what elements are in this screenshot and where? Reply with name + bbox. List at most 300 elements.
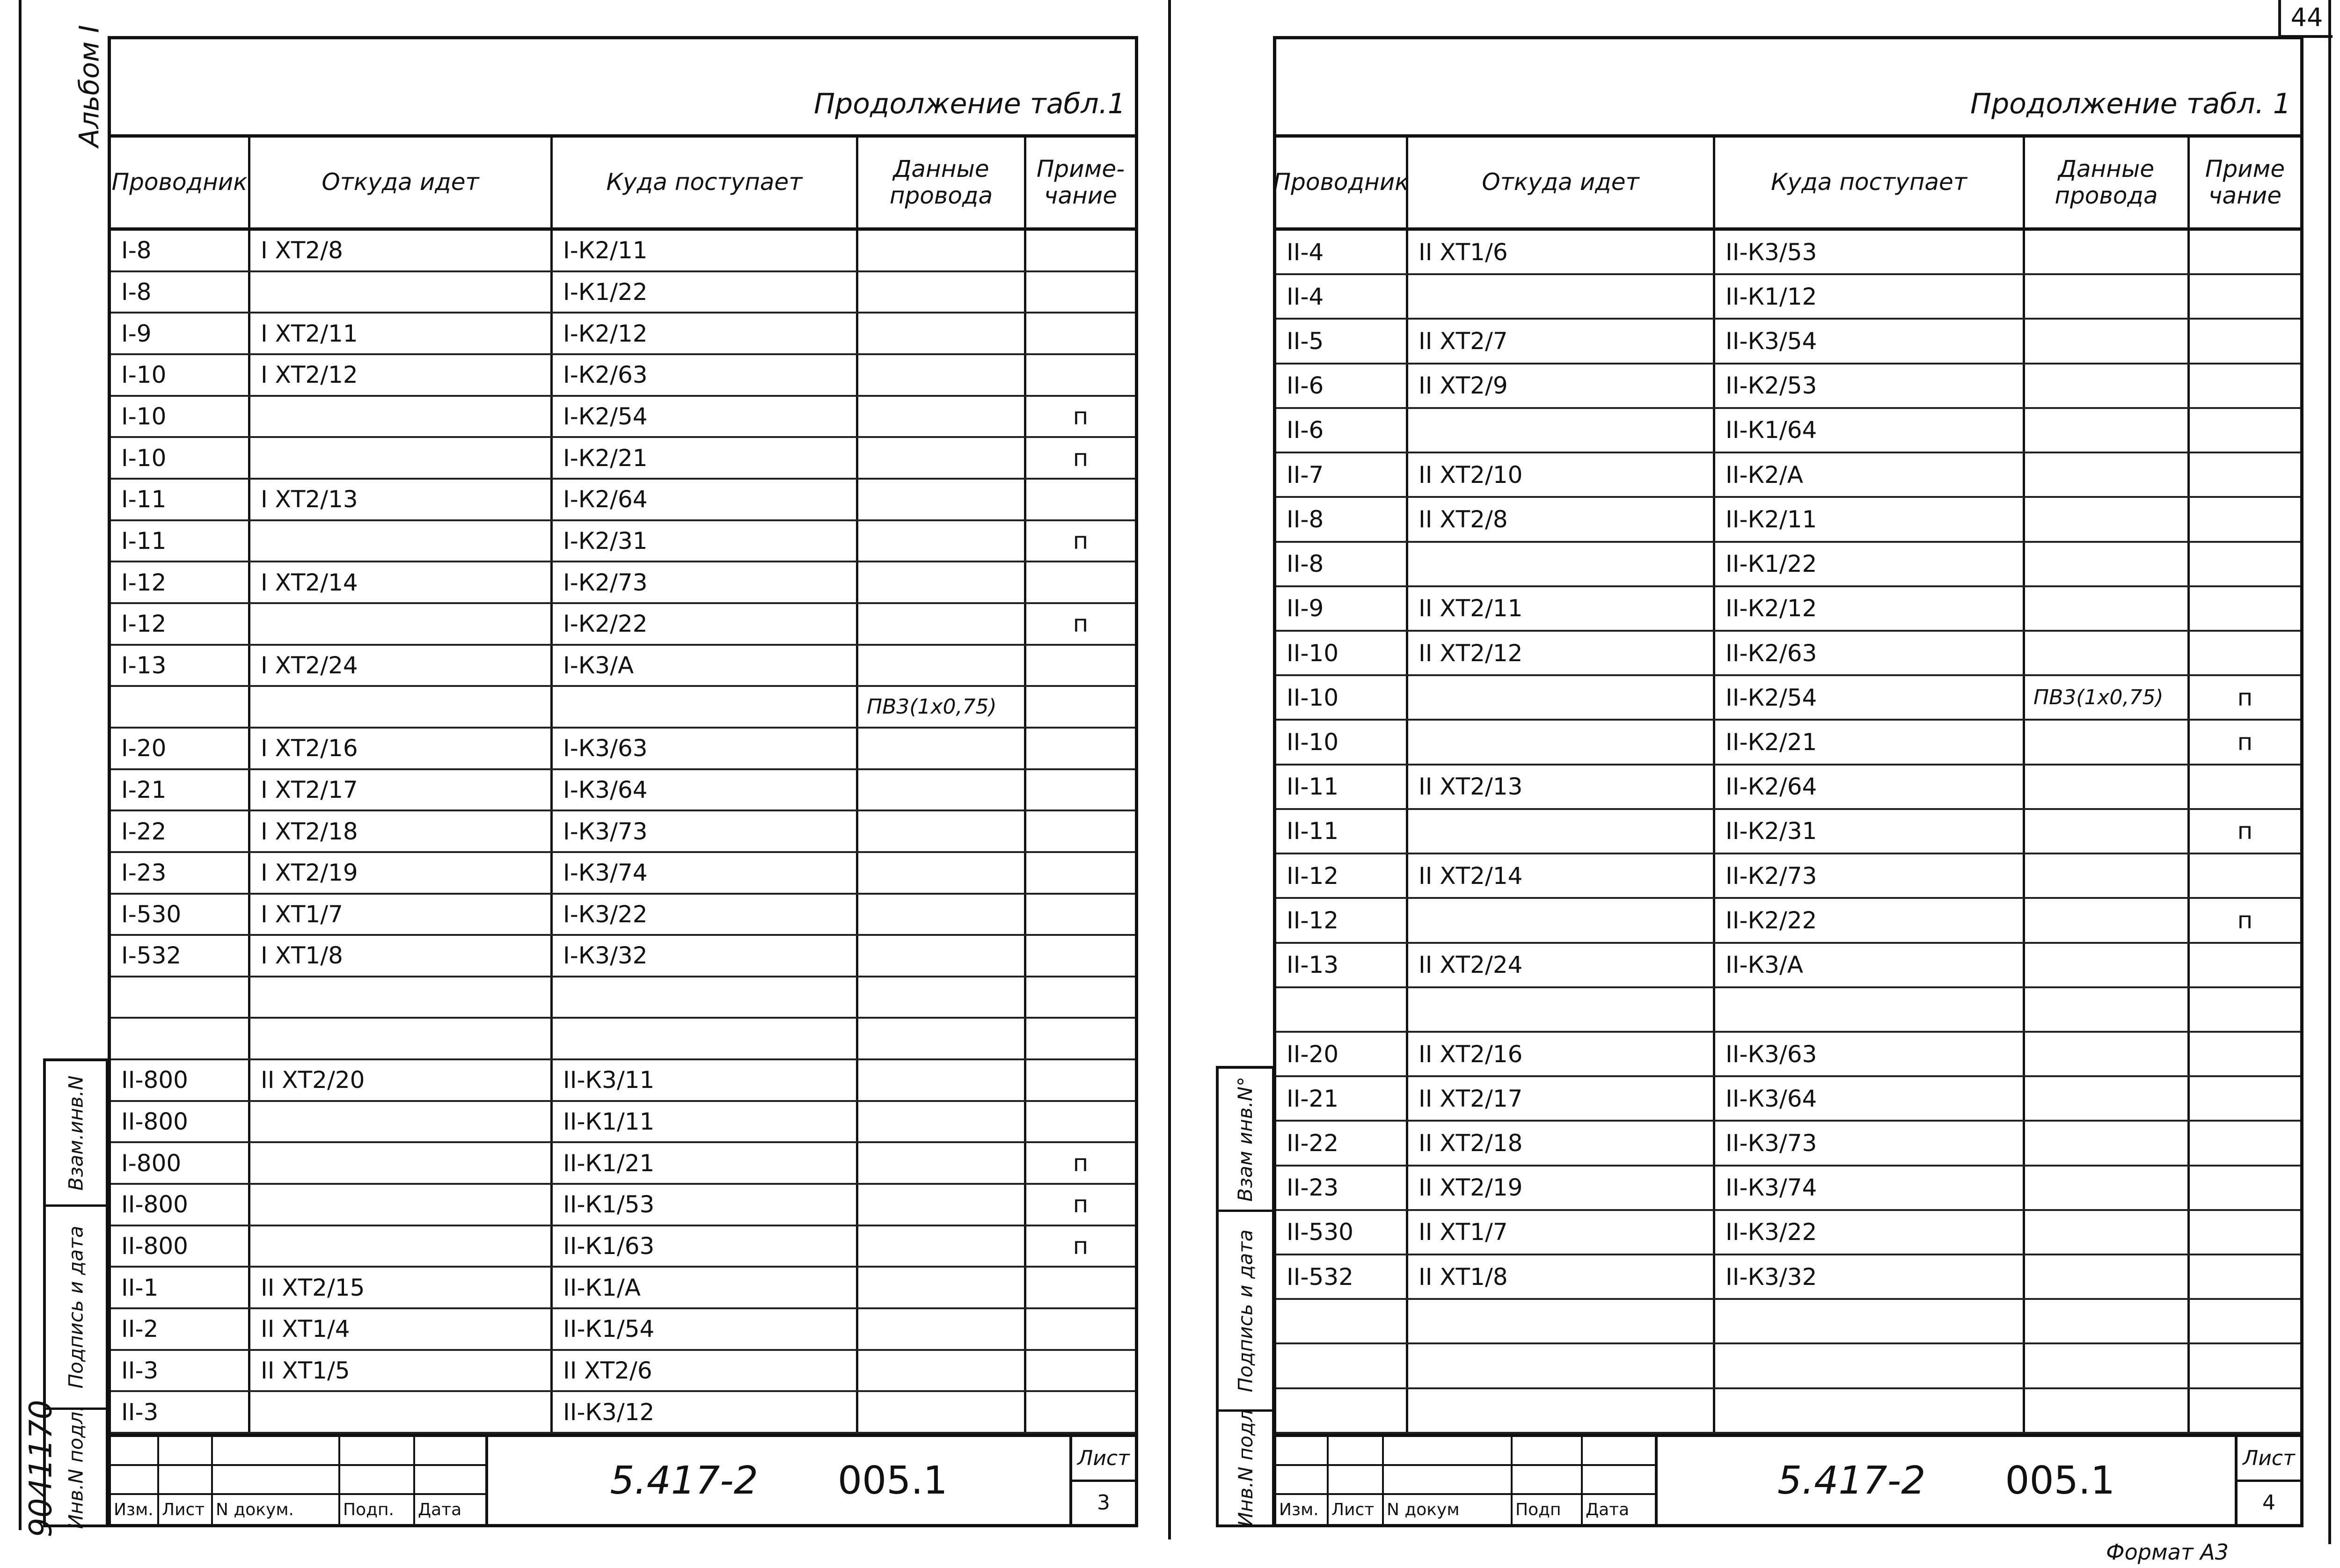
- conductor-cell: [111, 687, 250, 727]
- to-cell: [1715, 1300, 2025, 1342]
- from-cell: II ХТ1/5: [250, 1351, 553, 1391]
- to-cell: II-К3/32: [1715, 1255, 2025, 1298]
- to-cell: II-К2/64: [1715, 766, 2025, 808]
- note-cell: [1026, 480, 1135, 519]
- from-cell: [1408, 676, 1715, 719]
- note-cell: п: [1073, 1191, 1089, 1218]
- revision-cell: [1513, 1437, 1583, 1466]
- wire-data-cell: [858, 314, 1026, 353]
- signature-label: Подп: [1513, 1495, 1583, 1524]
- conductor-cell: I-11: [111, 521, 250, 561]
- conductor-cell: II-800: [111, 1102, 250, 1142]
- title-block: [1276, 1434, 2300, 1524]
- to-cell: II-К3/А: [1715, 944, 2025, 986]
- to-cell: I-К2/54: [553, 397, 858, 437]
- table-row: [1276, 320, 2300, 364]
- wire-data-cell: [858, 1268, 1026, 1307]
- conductor-cell: II-11: [1276, 810, 1408, 853]
- note-cell: [1026, 1351, 1135, 1391]
- signature-date-label: Подпись и дата: [1234, 1229, 1257, 1393]
- table-header: [111, 138, 1135, 231]
- wire-data-cell: [2025, 1033, 2190, 1075]
- from-cell: I ХТ2/11: [250, 314, 553, 353]
- from-cell: II ХТ2/17: [1408, 1077, 1715, 1120]
- header-from: Откуда идет: [1408, 138, 1715, 227]
- revision-cell: [1329, 1466, 1384, 1495]
- wire-data-cell: [858, 562, 1026, 602]
- wire-data-cell: [2025, 810, 2190, 853]
- revision-cell: [415, 1466, 485, 1495]
- conductor-cell: II-9: [1276, 587, 1408, 630]
- table-row: [111, 977, 1135, 1019]
- table-row: [111, 1102, 1135, 1144]
- revision-cell: [415, 1437, 485, 1466]
- from-cell: I ХТ2/19: [250, 853, 553, 893]
- wire-data-cell: [2025, 587, 2190, 630]
- conductor-cell: II-23: [1276, 1167, 1408, 1209]
- from-cell: [1408, 1389, 1715, 1432]
- note-cell: [2190, 231, 2300, 273]
- wire-data-cell: [2025, 365, 2190, 407]
- from-cell: [1408, 275, 1715, 318]
- table-row: [1276, 766, 2300, 810]
- wire-data-cell: [858, 231, 1026, 270]
- conductor-cell: II-10: [1276, 632, 1408, 674]
- header-to: Куда поступает: [553, 138, 858, 227]
- conductor-cell: I-9: [111, 314, 250, 353]
- table-row: [111, 1060, 1135, 1102]
- note-cell: [1026, 646, 1135, 686]
- date-label: Дата: [1586, 1500, 1630, 1519]
- from-cell: II ХТ2/11: [1408, 587, 1715, 630]
- wire-data-cell: [2025, 988, 2190, 1031]
- table-row: [1276, 1077, 2300, 1122]
- conductor-cell: II-800: [111, 1185, 250, 1225]
- note-cell: п: [2237, 906, 2253, 934]
- from-cell: [1408, 543, 1715, 585]
- note-cell: [2190, 1389, 2300, 1432]
- to-cell: I-К2/21: [553, 438, 858, 478]
- wire-data-cell: [2025, 1122, 2190, 1164]
- to-cell: I-К3/74: [553, 853, 858, 893]
- to-cell: II-К1/53: [553, 1185, 858, 1225]
- table-row: [1276, 543, 2300, 587]
- revision-cell: [213, 1466, 340, 1495]
- table-row: [1276, 899, 2300, 943]
- conductor-cell: [1276, 988, 1408, 1031]
- note-cell: [2190, 766, 2300, 808]
- conductor-cell: I-8: [111, 272, 250, 312]
- conductor-cell: II-6: [1276, 365, 1408, 407]
- from-cell: II ХТ2/15: [250, 1268, 553, 1307]
- conductor-cell: I-10: [111, 438, 250, 478]
- from-cell: II ХТ2/8: [1408, 498, 1715, 540]
- to-cell: [553, 977, 858, 1017]
- header-to: Куда поступает: [1715, 138, 2025, 227]
- table-row: [1276, 1167, 2300, 1211]
- table-row: [111, 231, 1135, 272]
- revision-cell: [1583, 1437, 1655, 1466]
- note-cell: п: [1073, 1233, 1089, 1260]
- to-cell: II-К2/54: [1715, 676, 2025, 719]
- conductor-cell: I-21: [111, 770, 250, 810]
- from-cell: II ХТ2/7: [1408, 320, 1715, 362]
- from-cell: [250, 438, 553, 478]
- table-row: [111, 853, 1135, 895]
- page-number: 44: [2290, 3, 2323, 32]
- inventory-number: 9041170: [22, 1400, 59, 1538]
- wire-data-cell: [858, 272, 1026, 312]
- date-label: Дата: [418, 1500, 462, 1519]
- sheet-number: 3: [1097, 1491, 1110, 1515]
- table-row: [111, 646, 1135, 687]
- header-wire-data: Данные провода: [858, 138, 1026, 227]
- from-cell: [1408, 1344, 1715, 1387]
- continuation-title: Продолжение табл. 1: [1276, 39, 2300, 138]
- right-side-stamp: [1216, 1066, 1275, 1527]
- to-cell: [553, 687, 858, 727]
- revision-cell: [213, 1437, 340, 1466]
- from-cell: II ХТ2/13: [1408, 766, 1715, 808]
- to-cell: II-К1/12: [1715, 275, 2025, 318]
- sheet-number: 4: [2262, 1491, 2275, 1515]
- to-cell: II-К3/73: [1715, 1122, 2025, 1164]
- revision-cell: [111, 1466, 159, 1495]
- doc-code: 5.417-2: [1777, 1458, 1926, 1503]
- note-cell: [2190, 453, 2300, 496]
- note-cell: п: [1073, 610, 1089, 638]
- note-cell: [1026, 1268, 1135, 1307]
- wire-data-cell: [2025, 453, 2190, 496]
- revision-cell: [1384, 1437, 1513, 1466]
- from-cell: I ХТ2/16: [250, 729, 553, 768]
- from-cell: [1408, 810, 1715, 853]
- conductor-cell: II-5: [1276, 320, 1408, 362]
- from-cell: I ХТ2/8: [250, 231, 553, 270]
- table-row: [111, 1143, 1135, 1185]
- wire-data-cell: [2025, 1255, 2190, 1298]
- from-cell: [250, 687, 553, 727]
- wire-data-cell: [858, 1226, 1026, 1266]
- wire-data-cell: [2025, 275, 2190, 318]
- note-cell: [1026, 562, 1135, 602]
- from-cell: I ХТ2/13: [250, 480, 553, 519]
- from-cell: II ХТ1/6: [1408, 231, 1715, 273]
- revision-cell: [1276, 1437, 1329, 1466]
- conductor-cell: II-3: [111, 1351, 250, 1391]
- conductor-cell: I-20: [111, 729, 250, 768]
- table-row: [1276, 498, 2300, 542]
- conductor-cell: I-10: [111, 355, 250, 395]
- table-row: [1276, 632, 2300, 676]
- note-cell: [1026, 272, 1135, 312]
- wire-data-cell: [2025, 231, 2190, 273]
- left-side-stamp: [43, 1058, 109, 1527]
- note-cell: [1026, 729, 1135, 768]
- conductor-cell: I-13: [111, 646, 250, 686]
- to-cell: II-К2/21: [1715, 721, 2025, 763]
- signature-label: Подп.: [340, 1495, 415, 1524]
- from-cell: I ХТ1/7: [250, 895, 553, 934]
- header-wire-data: Данные провода: [2025, 138, 2190, 227]
- conductor-cell: II-3: [111, 1392, 250, 1432]
- note-cell: п: [1073, 402, 1089, 430]
- note-cell: [2190, 1255, 2300, 1298]
- to-cell: II-К2/22: [1715, 899, 2025, 941]
- wire-data-cell: [858, 1143, 1026, 1183]
- wire-data-cell: [858, 936, 1026, 976]
- conductor-cell: I-10: [111, 397, 250, 437]
- from-cell: II ХТ1/7: [1408, 1211, 1715, 1254]
- to-cell: I-К3/73: [553, 811, 858, 851]
- from-cell: II ХТ2/10: [1408, 453, 1715, 496]
- note-cell: [2190, 498, 2300, 540]
- note-cell: [2190, 944, 2300, 986]
- table-row: [1276, 231, 2300, 275]
- to-cell: [1715, 1389, 2025, 1432]
- table-row: [1276, 676, 2300, 721]
- wire-data-cell: [2025, 1167, 2190, 1209]
- note-cell: [2190, 409, 2300, 452]
- right-sheet: [1273, 36, 2303, 1527]
- conductor-cell: II-530: [1276, 1211, 1408, 1254]
- wire-data-cell: [858, 1060, 1026, 1100]
- document-designation: [488, 1437, 1069, 1524]
- table-row: [1276, 944, 2300, 988]
- table-row: [111, 1392, 1135, 1434]
- note-cell: [1026, 314, 1135, 353]
- conductor-cell: [1276, 1344, 1408, 1387]
- note-cell: п: [2237, 817, 2253, 845]
- to-cell: II-К3/22: [1715, 1211, 2025, 1254]
- wire-data-cell: [858, 1019, 1026, 1058]
- to-cell: II-К2/31: [1715, 810, 2025, 853]
- from-cell: I ХТ2/17: [250, 770, 553, 810]
- note-cell: [1026, 1392, 1135, 1432]
- note-cell: [2190, 320, 2300, 362]
- conductor-cell: I-530: [111, 895, 250, 934]
- conductor-cell: [1276, 1300, 1408, 1342]
- revision-cell: [159, 1466, 213, 1495]
- from-cell: II ХТ2/18: [1408, 1122, 1715, 1164]
- from-cell: I ХТ2/18: [250, 811, 553, 851]
- from-cell: II ХТ2/12: [1408, 632, 1715, 674]
- wire-data-cell: [858, 1102, 1026, 1142]
- document-designation: [1658, 1437, 2235, 1524]
- wire-data-cell: [858, 729, 1026, 768]
- wire-data-cell: [858, 604, 1026, 644]
- note-cell: [1026, 1060, 1135, 1100]
- to-cell: II-К3/11: [553, 1060, 858, 1100]
- note-cell: [2190, 1077, 2300, 1120]
- to-cell: [1715, 1344, 2025, 1387]
- from-cell: II ХТ2/24: [1408, 944, 1715, 986]
- conductor-cell: II-22: [1276, 1122, 1408, 1164]
- wire-data-cell: [2025, 320, 2190, 362]
- to-cell: I-К2/12: [553, 314, 858, 353]
- wire-data-cell: [858, 1351, 1026, 1391]
- continuation-title: Продолжение табл.1: [111, 39, 1135, 138]
- left-page-edge: [19, 0, 22, 1530]
- from-cell: [250, 1143, 553, 1183]
- conductor-cell: [111, 977, 250, 1017]
- conductor-cell: II-20: [1276, 1033, 1408, 1075]
- note-cell: [2190, 1122, 2300, 1164]
- from-cell: [250, 977, 553, 1017]
- conductor-cell: II-12: [1276, 854, 1408, 897]
- from-cell: [1408, 1300, 1715, 1342]
- wire-data-cell: ПВ3(1х0,75): [858, 687, 1026, 727]
- to-cell: I-К2/73: [553, 562, 858, 602]
- table-row: [1276, 1344, 2300, 1389]
- table-row: [111, 438, 1135, 480]
- note-cell: [2190, 1344, 2300, 1387]
- table-row: [111, 936, 1135, 977]
- table-row: [111, 687, 1135, 729]
- note-cell: п: [1073, 527, 1089, 554]
- from-cell: [250, 604, 553, 644]
- header-conductor: Проводник: [111, 138, 250, 227]
- to-cell: II-К2/63: [1715, 632, 2025, 674]
- table-row: [1276, 988, 2300, 1033]
- from-cell: II ХТ2/14: [1408, 854, 1715, 897]
- note-cell: [2190, 1033, 2300, 1075]
- to-cell: II-К1/54: [553, 1309, 858, 1349]
- from-cell: [1408, 899, 1715, 941]
- table-row: [111, 562, 1135, 604]
- from-cell: [250, 272, 553, 312]
- note-cell: [1026, 895, 1135, 934]
- from-cell: [1408, 409, 1715, 452]
- to-cell: I-К2/22: [553, 604, 858, 644]
- conductor-cell: II-532: [1276, 1255, 1408, 1298]
- wire-data-cell: [2025, 543, 2190, 585]
- table-row: [111, 895, 1135, 936]
- left-sheet: [108, 36, 1138, 1527]
- doc-number-label: N докум.: [213, 1495, 340, 1524]
- note-cell: п: [1073, 1149, 1089, 1177]
- to-cell: II-К2/73: [1715, 854, 2025, 897]
- right-page-edge: [2328, 0, 2331, 1544]
- wire-data-cell: [2025, 1300, 2190, 1342]
- table-row: [111, 1351, 1135, 1393]
- revision-cell: [1384, 1466, 1513, 1495]
- revision-cell: [1583, 1466, 1655, 1495]
- note-cell: [1026, 811, 1135, 851]
- table-row: [111, 355, 1135, 397]
- from-cell: [250, 1392, 553, 1432]
- to-cell: II-К3/54: [1715, 320, 2025, 362]
- wire-data-cell: [858, 811, 1026, 851]
- conductor-cell: II-21: [1276, 1077, 1408, 1120]
- to-cell: II-К1/22: [1715, 543, 2025, 585]
- table-row: [1276, 810, 2300, 854]
- to-cell: II-К3/74: [1715, 1167, 2025, 1209]
- from-cell: I ХТ2/12: [250, 355, 553, 395]
- table-row: [111, 314, 1135, 355]
- note-cell: [2190, 365, 2300, 407]
- from-cell: II ХТ1/8: [1408, 1255, 1715, 1298]
- wire-data-cell: [858, 1392, 1026, 1432]
- note-cell: [1026, 231, 1135, 270]
- to-cell: II-К2/11: [1715, 498, 2025, 540]
- sheet-label: Лист: [1072, 1437, 1135, 1482]
- note-cell: [2190, 988, 2300, 1031]
- table-row: [111, 272, 1135, 314]
- paper-format: Формат А3: [2106, 1539, 2229, 1565]
- wire-data-cell: [2025, 632, 2190, 674]
- to-cell: I-К3/32: [553, 936, 858, 976]
- table-row: [111, 770, 1135, 812]
- wire-data-cell: [2025, 409, 2190, 452]
- from-cell: [250, 1185, 553, 1225]
- note-cell: [2190, 632, 2300, 674]
- doc-code: 5.417-2: [610, 1458, 758, 1503]
- to-cell: I-К3/63: [553, 729, 858, 768]
- wire-data-cell: [858, 977, 1026, 1017]
- note-cell: [1026, 1309, 1135, 1349]
- to-cell: I-К2/31: [553, 521, 858, 561]
- sheet-number-box: [2235, 1437, 2300, 1524]
- note-cell: [2190, 1211, 2300, 1254]
- wire-data-cell: [2025, 1344, 2190, 1387]
- header-note: Приме-чание: [1036, 155, 1125, 209]
- from-cell: [250, 521, 553, 561]
- doc-number: 005.1: [837, 1458, 948, 1503]
- wire-data-cell: [2025, 899, 2190, 941]
- from-cell: [250, 1226, 553, 1266]
- conductor-cell: [111, 1019, 250, 1058]
- conductor-cell: II-13: [1276, 944, 1408, 986]
- from-cell: II ХТ2/16: [1408, 1033, 1715, 1075]
- table-row: [1276, 1122, 2300, 1166]
- note-cell: [2190, 854, 2300, 897]
- note-cell: [1026, 770, 1135, 810]
- to-cell: II ХТ2/6: [553, 1351, 858, 1391]
- page-divider: [1168, 0, 1171, 1539]
- conductor-cell: II-10: [1276, 721, 1408, 763]
- to-cell: II-К3/12: [553, 1392, 858, 1432]
- note-cell: п: [2237, 729, 2253, 756]
- from-cell: II ХТ2/20: [250, 1060, 553, 1100]
- from-cell: II ХТ2/9: [1408, 365, 1715, 407]
- table-row: [1276, 587, 2300, 632]
- wire-data-cell: [858, 355, 1026, 395]
- note-cell: [2190, 275, 2300, 318]
- note-cell: [2190, 1300, 2300, 1342]
- note-cell: [1026, 687, 1135, 727]
- table-row: [1276, 1033, 2300, 1077]
- table-row: [1276, 365, 2300, 409]
- signature-date-label: Подпись и дата: [64, 1225, 88, 1389]
- original-inventory-label: Инв.N подл: [1234, 1409, 1257, 1527]
- wire-data-cell: [2025, 1077, 2190, 1120]
- conductor-cell: I-23: [111, 853, 250, 893]
- note-cell: [1026, 977, 1135, 1017]
- wire-data-cell: [858, 397, 1026, 437]
- conductor-cell: II-12: [1276, 899, 1408, 941]
- to-cell: I-К2/64: [553, 480, 858, 519]
- wire-data-cell: ПВ3(1х0,75): [2025, 676, 2190, 719]
- to-cell: II-К1/64: [1715, 409, 2025, 452]
- table-row: [111, 604, 1135, 646]
- wire-data-cell: [858, 770, 1026, 810]
- table-row: [1276, 1389, 2300, 1434]
- to-cell: II-К2/12: [1715, 587, 2025, 630]
- conductor-cell: [1276, 1389, 1408, 1432]
- table-row: [1276, 275, 2300, 320]
- table-row: [111, 480, 1135, 521]
